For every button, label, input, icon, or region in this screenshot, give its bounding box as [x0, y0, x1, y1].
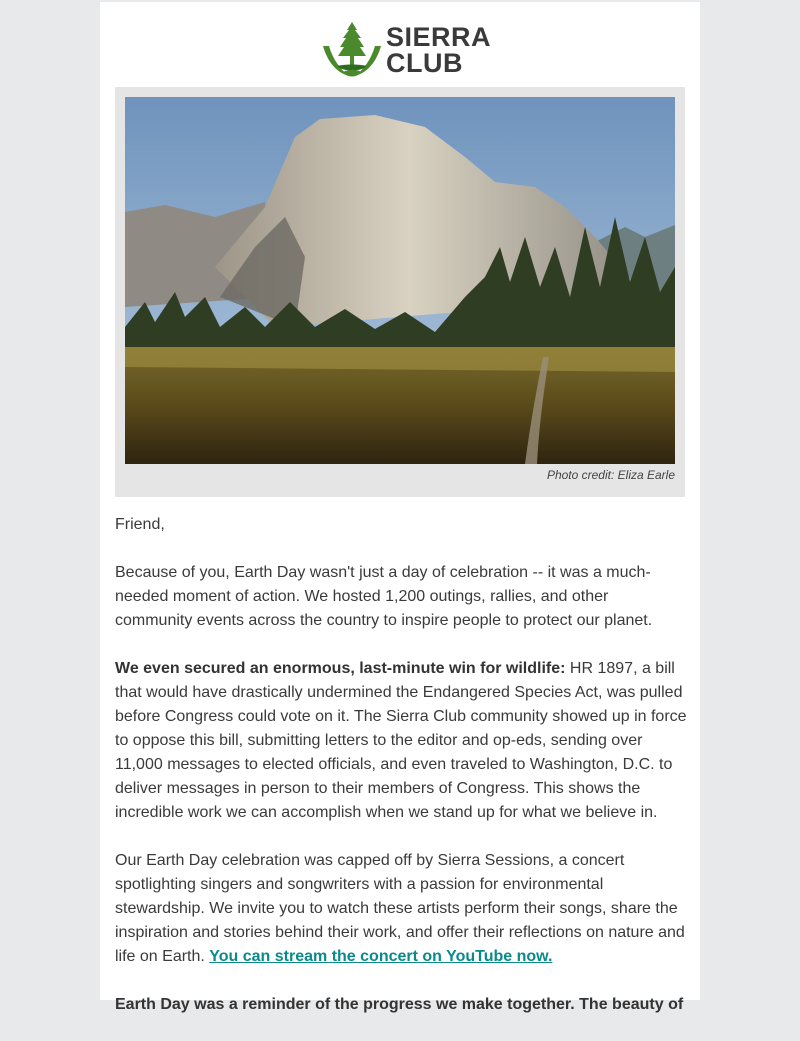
sierra-sessions-text: Our Earth Day celebration was capped off by Sierra Sessions, a concert spotlighting singers and songwriters with a passion for environmental stewardship. We invite you to watch these artists perform their songs, share the inspiration and stories behind their work, and offer their reflections on nature and life on Earth.: [115, 852, 685, 965]
header: [100, 2, 700, 87]
paragraph-progress: [115, 993, 687, 1017]
email-container: [100, 2, 700, 1013]
paragraph-sierra-sessions: [115, 849, 687, 969]
greeting: Friend,: [115, 516, 165, 533]
sequoia-tree-icon: [321, 20, 383, 80]
sierra-club-logo[interactable]: [321, 20, 491, 80]
paragraph-wildlife-win: [115, 657, 687, 825]
hero-photo: [125, 97, 675, 464]
email-body: [115, 513, 687, 1041]
youtube-stream-link[interactable]: You can stream the concert on YouTube now.: [209, 948, 553, 965]
wildlife-win-text: HR 1897, a bill that would have drastically undermined the Endangered Species Act, was pulled before Congress could vote on it. The Sierra Club community showed up in force to oppose this bill, submitting letters to the editor and op-eds, sending over 11,000 messages to elected officials, and even traveled to Washington, D.C. to deliver messages in person to their members of Congress. This shows the incredible work we can accomplish when we stand up for what we believe in.: [115, 660, 687, 821]
hero-section: [115, 87, 685, 497]
photo-caption: Photo credit: Eliza Earle: [546, 468, 675, 482]
paragraph-earth-day: Because of you, Earth Day wasn't just a day of celebration -- it was a much-needed moment of action. We hosted 1,200 outings, rallies, and other community events across the country to inspire people to protect our planet.: [115, 564, 653, 629]
progress-heading: Earth Day was a reminder of the progress we make together. The beauty of: [115, 996, 684, 1013]
wordmark-line-1: SIERRA: [386, 22, 492, 52]
wildlife-win-heading: We even secured an enormous, last-minute win for wildlife:: [115, 660, 566, 677]
wordmark-line-2: CLUB: [386, 48, 463, 78]
wordmark: [386, 24, 491, 76]
